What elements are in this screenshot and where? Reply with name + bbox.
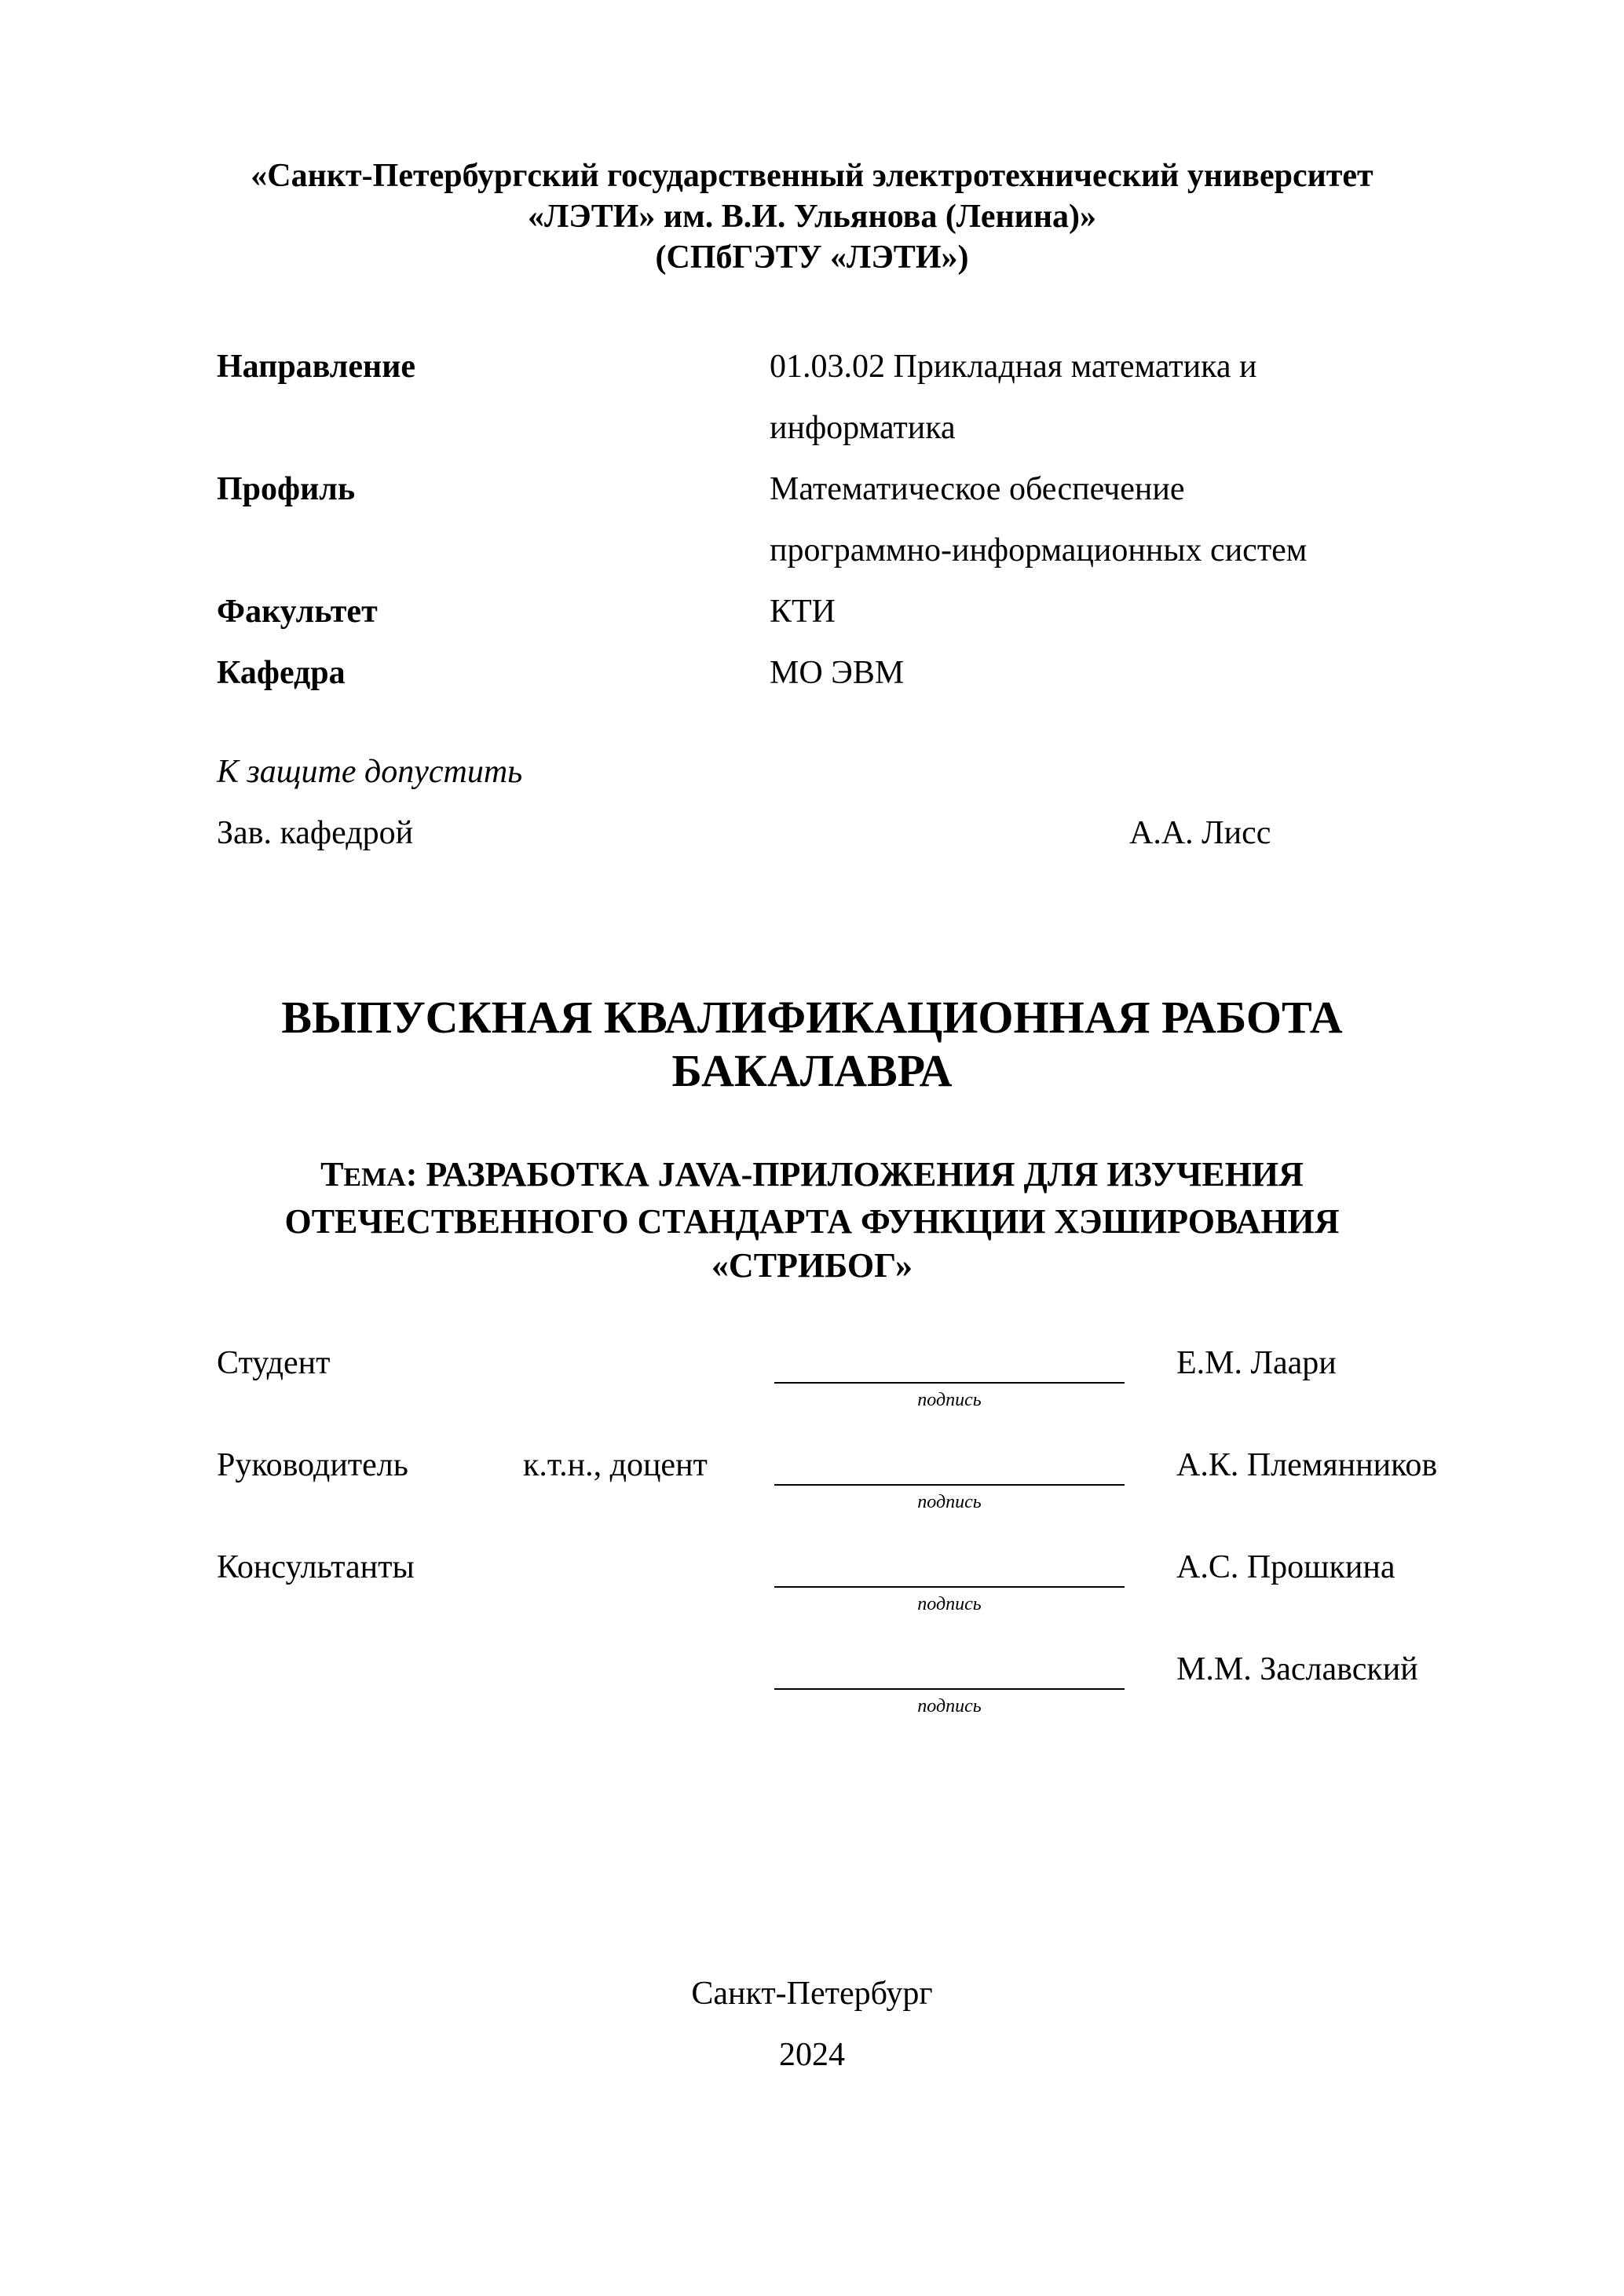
university-abbreviation: (СПбГЭТУ «ЛЭТИ») xyxy=(655,239,969,276)
signature-line xyxy=(774,1382,1125,1384)
footer-city: Санкт-Петербург xyxy=(691,1976,933,2012)
topic-prefix xyxy=(320,1155,406,1194)
signature-caption: подпись xyxy=(917,1390,982,1410)
topic-prefix-cap: Т xyxy=(320,1155,344,1194)
topic-line3: «СТРИБОГ» xyxy=(711,1246,913,1285)
info-value: КТИ xyxy=(770,594,836,630)
signature-row-supervisor xyxy=(217,1445,1489,1523)
info-value-line: Математическое обеспечение xyxy=(770,471,1185,507)
signature-caption: подпись xyxy=(917,1696,982,1717)
topic-line1 xyxy=(0,1153,1624,1200)
info-label: Профиль xyxy=(217,471,356,507)
signature-name: А.К. Племянников xyxy=(1176,1447,1438,1483)
university-name-line2: «ЛЭТИ» им. В.И. Ульянова (Ленина)» xyxy=(527,199,1097,235)
signature-name: А.С. Прошкина xyxy=(1176,1549,1395,1585)
info-label: Факультет xyxy=(217,594,378,630)
info-row-faculty xyxy=(217,581,1489,642)
info-value xyxy=(770,459,1437,581)
info-label: Кафедра xyxy=(217,655,346,691)
signature-row-consultant-2 xyxy=(217,1649,1489,1727)
signature-line xyxy=(774,1688,1125,1690)
thesis-topic xyxy=(0,1153,1624,1288)
signature-caption: подпись xyxy=(917,1594,982,1614)
signature-role: Студент xyxy=(217,1345,331,1381)
department-head-name: А.А. Лисс xyxy=(1129,815,1271,851)
signature-role: Руководитель xyxy=(217,1447,408,1483)
topic-line1-text: : РАЗРАБОТКА JAVA-ПРИЛОЖЕНИЯ ДЛЯ ИЗУЧЕНИЯ xyxy=(405,1155,1304,1194)
info-row-profile xyxy=(217,459,1489,581)
title-line1: ВЫПУСКНАЯ КВАЛИФИКАЦИОННАЯ РАБОТА xyxy=(281,992,1343,1043)
info-row-direction xyxy=(217,336,1489,459)
program-info-table xyxy=(217,336,1489,704)
info-label: Направление xyxy=(217,349,416,385)
info-value: МО ЭВМ xyxy=(770,655,905,691)
university-name-line1: «Санкт-Петербургский государственный электротехнический университет xyxy=(251,158,1373,194)
approval-note: К защите допустить xyxy=(217,754,523,790)
university-header xyxy=(0,155,1624,278)
footer-year: 2024 xyxy=(779,2037,845,2073)
signature-line xyxy=(774,1586,1125,1588)
signature-row-student xyxy=(217,1343,1489,1421)
document-title xyxy=(0,991,1624,1098)
topic-prefix-small: ЕМА xyxy=(343,1163,406,1192)
approval-block xyxy=(217,741,522,864)
signature-row-consultant-1 xyxy=(217,1547,1489,1625)
info-value xyxy=(770,336,1437,459)
info-value-line: программно-информационных систем xyxy=(770,532,1308,569)
signature-caption: подпись xyxy=(917,1492,982,1512)
footer xyxy=(0,1963,1624,2086)
approval-role: Зав. кафедрой xyxy=(217,815,414,851)
info-value-line: 01.03.02 Прикладная математика и xyxy=(770,349,1257,385)
info-value-line: информатика xyxy=(770,410,956,446)
signature-name: М.М. Заславский xyxy=(1176,1651,1418,1687)
signature-role: Консультанты xyxy=(217,1549,415,1585)
signature-line xyxy=(774,1484,1125,1486)
signature-name: Е.М. Лаари xyxy=(1176,1345,1337,1381)
title-line2: БАКАЛАВРА xyxy=(671,1045,953,1096)
info-row-department xyxy=(217,642,1489,704)
signature-degree: к.т.н., доцент xyxy=(523,1447,708,1483)
topic-line2: ОТЕЧЕСТВЕННОГО СТАНДАРТА ФУНКЦИИ ХЭШИРОВАНИЯ xyxy=(284,1202,1340,1241)
